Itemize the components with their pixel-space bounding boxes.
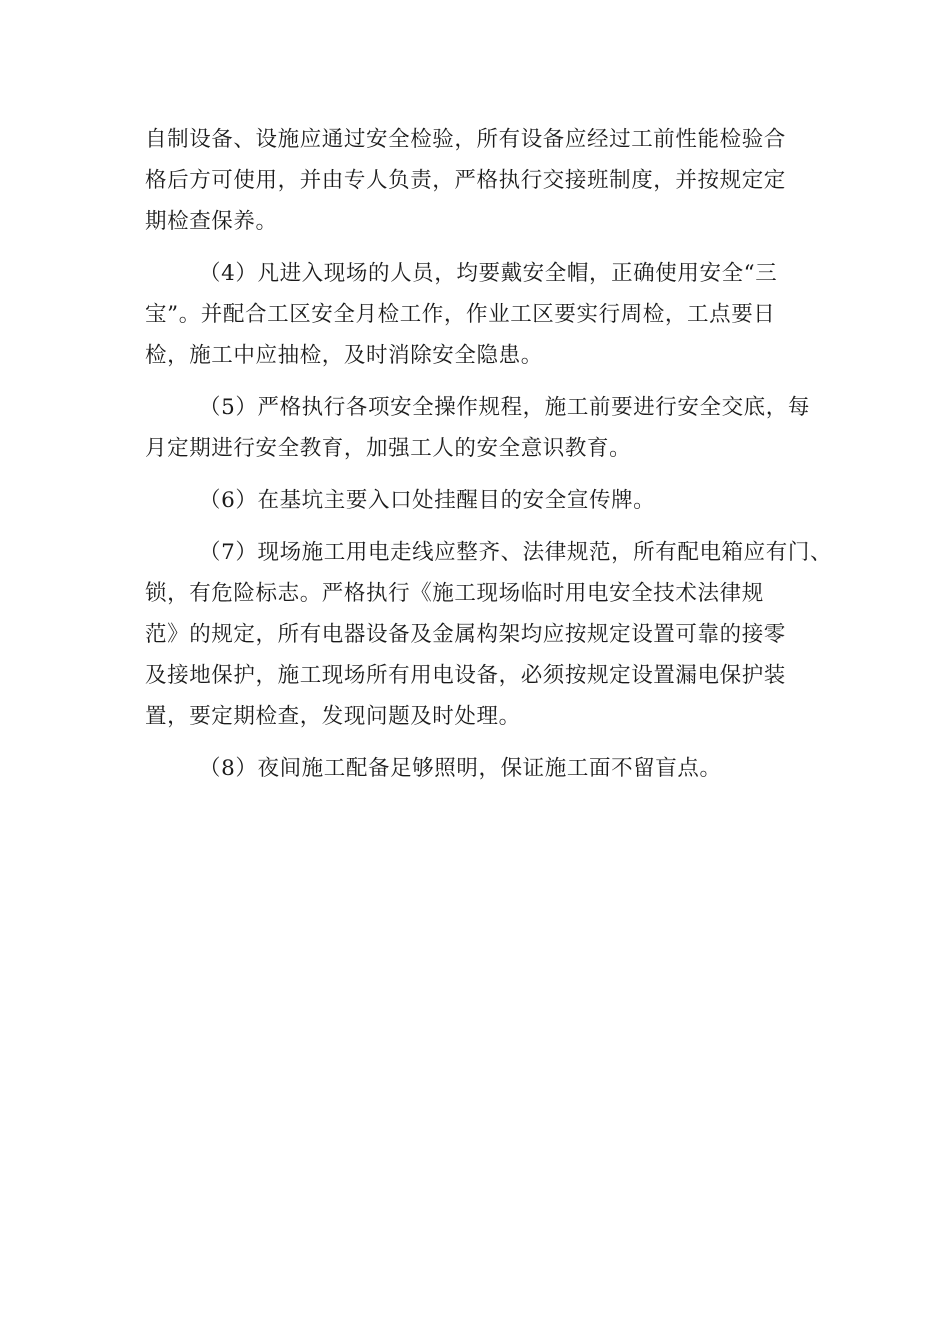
paragraph-line: 范》的规定，所有电器设备及金属构架均应按规定设置可靠的接零 (145, 622, 786, 647)
paragraph-line: 置，要定期检查，发现问题及时处理。 (145, 704, 521, 729)
paragraph-line: （4）凡进入现场的人员，均要戴安全帽，正确使用安全“三 (199, 261, 778, 286)
paragraph-item-4 (145, 253, 810, 376)
paragraph-line: （7）现场施工用电走线应整齐、法律规范，所有配电箱应有门、 (199, 540, 833, 565)
paragraph-line: 自制设备、设施应通过安全检验，所有设备应经过工前性能检验合 (145, 127, 786, 152)
paragraph-line: 格后方可使用，并由专人负责，严格执行交接班制度，并按规定定 (145, 168, 786, 193)
paragraph-item-5 (145, 387, 810, 469)
paragraph-line: 锁，有危险标志。严格执行《施工现场临时用电安全技术法律规 (145, 581, 764, 606)
paragraph-line: 期检查保养。 (145, 209, 278, 234)
paragraph-line: 及接地保护，施工现场所有用电设备，必须按规定设置漏电保护装 (145, 663, 786, 688)
paragraph-item-7 (145, 532, 833, 737)
paragraph-item-8 (145, 748, 810, 789)
paragraph-line: （8）夜间施工配备足够照明，保证施工面不留盲点。 (199, 756, 722, 781)
paragraph-item-6 (145, 480, 810, 521)
paragraph-equipment-inspection (145, 119, 810, 242)
paragraph-line: 宝”。并配合工区安全月检工作，作业工区要实行周检，工点要日 (145, 302, 776, 327)
paragraph-line: 检，施工中应抽检，及时消除安全隐患。 (145, 343, 543, 368)
paragraph-line: （6）在基坑主要入口处挂醒目的安全宣传牌。 (199, 488, 656, 513)
paragraph-line: （5）严格执行各项安全操作规程，施工前要进行安全交底，每 (199, 395, 810, 420)
document-body (145, 119, 833, 800)
paragraph-line: 月定期进行安全教育，加强工人的安全意识教育。 (145, 436, 632, 461)
